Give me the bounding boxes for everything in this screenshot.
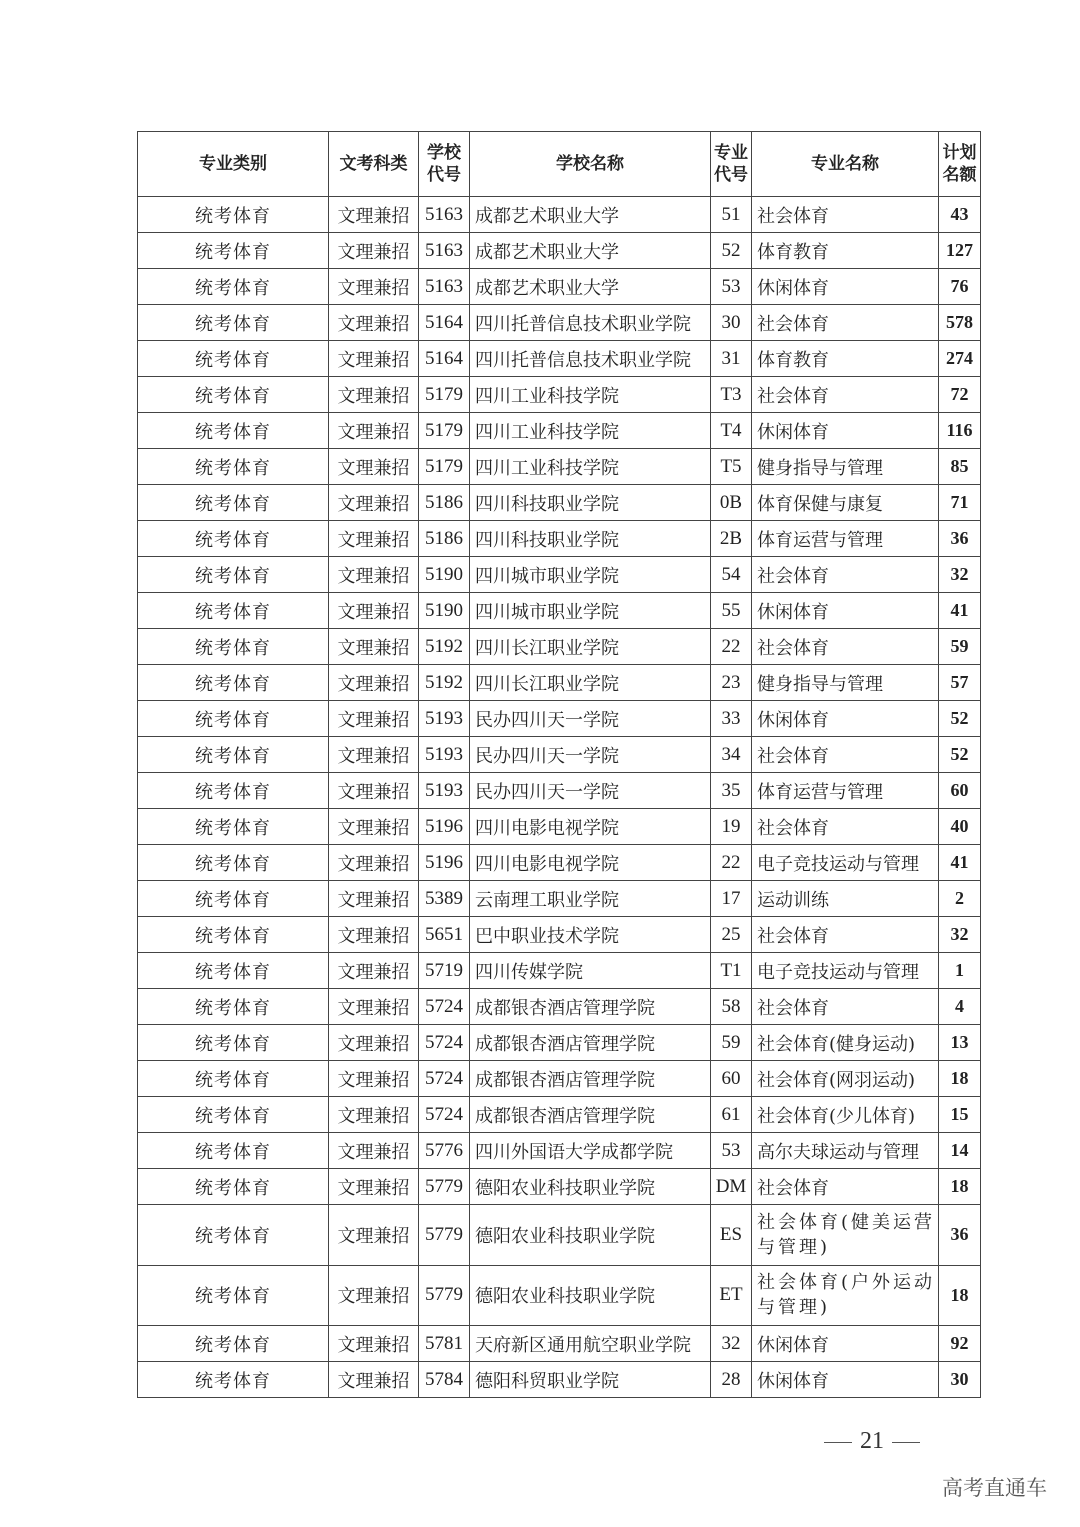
- cell-school-code: 5779: [419, 1205, 470, 1266]
- cell-quota: 36: [939, 1205, 981, 1266]
- cell-major-name: 运动训练: [752, 881, 939, 917]
- cell-school-name: 四川科技职业学院: [470, 521, 711, 557]
- table-row: [138, 233, 981, 269]
- cell-major-code: 19: [711, 809, 752, 845]
- cell-school-name: 四川长江职业学院: [470, 665, 711, 701]
- cell-exam-category: 文理兼招: [329, 521, 419, 557]
- cell-major-code: 28: [711, 1362, 752, 1398]
- cell-quota: 60: [939, 773, 981, 809]
- cell-major-category: 统考体育: [138, 1097, 329, 1133]
- cell-major-category: 统考体育: [138, 413, 329, 449]
- cell-exam-category: 文理兼招: [329, 701, 419, 737]
- cell-school-code: 5193: [419, 737, 470, 773]
- cell-school-name: 民办四川天一学院: [470, 701, 711, 737]
- cell-school-code: 5186: [419, 485, 470, 521]
- cell-quota: 41: [939, 845, 981, 881]
- cell-major-category: 统考体育: [138, 701, 329, 737]
- cell-major-name: 休闲体育: [752, 413, 939, 449]
- cell-school-code: 5724: [419, 1025, 470, 1061]
- cell-quota: 14: [939, 1133, 981, 1169]
- table-row: [138, 197, 981, 233]
- cell-exam-category: 文理兼招: [329, 665, 419, 701]
- table-row: [138, 1025, 981, 1061]
- cell-major-name: 社会体育(户外运动与管理): [752, 1265, 939, 1326]
- cell-school-code: 5719: [419, 953, 470, 989]
- cell-quota: 36: [939, 521, 981, 557]
- cell-school-code: 5781: [419, 1326, 470, 1362]
- cell-exam-category: 文理兼招: [329, 1265, 419, 1326]
- cell-school-name: 四川传媒学院: [470, 953, 711, 989]
- header-quota: [939, 132, 981, 197]
- table-row: [138, 1169, 981, 1205]
- cell-school-code: 5163: [419, 269, 470, 305]
- cell-exam-category: 文理兼招: [329, 1025, 419, 1061]
- cell-exam-category: 文理兼招: [329, 1362, 419, 1398]
- table-row: [138, 557, 981, 593]
- cell-school-code: 5389: [419, 881, 470, 917]
- cell-school-name: 成都银杏酒店管理学院: [470, 1061, 711, 1097]
- cell-major-name: 电子竞技运动与管理: [752, 845, 939, 881]
- cell-school-name: 四川城市职业学院: [470, 593, 711, 629]
- cell-school-code: 5186: [419, 521, 470, 557]
- cell-major-code: 54: [711, 557, 752, 593]
- cell-major-category: 统考体育: [138, 1169, 329, 1205]
- cell-major-category: 统考体育: [138, 953, 329, 989]
- cell-exam-category: 文理兼招: [329, 953, 419, 989]
- cell-major-category: 统考体育: [138, 773, 329, 809]
- cell-exam-category: 文理兼招: [329, 1097, 419, 1133]
- table-body: [138, 197, 981, 1398]
- cell-exam-category: 文理兼招: [329, 593, 419, 629]
- cell-major-category: 统考体育: [138, 305, 329, 341]
- cell-school-code: 5164: [419, 341, 470, 377]
- cell-major-code: 0B: [711, 485, 752, 521]
- cell-exam-category: 文理兼招: [329, 377, 419, 413]
- cell-exam-category: 文理兼招: [329, 989, 419, 1025]
- cell-quota: 59: [939, 629, 981, 665]
- cell-school-code: 5724: [419, 989, 470, 1025]
- cell-school-code: 5724: [419, 1061, 470, 1097]
- cell-school-code: 5193: [419, 773, 470, 809]
- page-number-text: 21: [860, 1428, 884, 1454]
- cell-major-category: 统考体育: [138, 485, 329, 521]
- cell-major-category: 统考体育: [138, 377, 329, 413]
- header-exam-category: 文考科类: [329, 132, 419, 197]
- cell-major-code: 30: [711, 305, 752, 341]
- cell-major-category: 统考体育: [138, 1265, 329, 1326]
- table-row: [138, 845, 981, 881]
- cell-school-name: 成都银杏酒店管理学院: [470, 1025, 711, 1061]
- cell-major-name: 社会体育: [752, 305, 939, 341]
- cell-quota: 32: [939, 557, 981, 593]
- cell-school-name: 四川外国语大学成都学院: [470, 1133, 711, 1169]
- cell-school-name: 四川电影电视学院: [470, 845, 711, 881]
- table-row: [138, 773, 981, 809]
- cell-major-name: 健身指导与管理: [752, 665, 939, 701]
- cell-quota: 4: [939, 989, 981, 1025]
- cell-major-category: 统考体育: [138, 989, 329, 1025]
- cell-major-category: 统考体育: [138, 809, 329, 845]
- cell-quota: 32: [939, 917, 981, 953]
- cell-major-name: 高尔夫球运动与管理: [752, 1133, 939, 1169]
- header-school-code-label: 学校代号: [427, 143, 461, 185]
- cell-quota: 15: [939, 1097, 981, 1133]
- cell-school-name: 德阳农业科技职业学院: [470, 1169, 711, 1205]
- table-header-row: [138, 132, 981, 197]
- cell-major-code: DM: [711, 1169, 752, 1205]
- cell-major-name: 体育运营与管理: [752, 773, 939, 809]
- cell-major-name: 休闲体育: [752, 593, 939, 629]
- cell-school-code: 5193: [419, 701, 470, 737]
- cell-major-code: ES: [711, 1205, 752, 1266]
- cell-school-code: 5179: [419, 413, 470, 449]
- cell-school-name: 德阳农业科技职业学院: [470, 1205, 711, 1266]
- header-major-name: 专业名称: [752, 132, 939, 197]
- cell-school-code: 5779: [419, 1169, 470, 1205]
- cell-major-category: 统考体育: [138, 629, 329, 665]
- cell-major-code: 23: [711, 665, 752, 701]
- cell-school-code: 5179: [419, 377, 470, 413]
- cell-school-name: 四川工业科技学院: [470, 413, 711, 449]
- cell-major-category: 统考体育: [138, 881, 329, 917]
- cell-exam-category: 文理兼招: [329, 1169, 419, 1205]
- cell-school-name: 四川电影电视学院: [470, 809, 711, 845]
- cell-major-code: 51: [711, 197, 752, 233]
- cell-major-category: 统考体育: [138, 521, 329, 557]
- cell-major-name: 社会体育: [752, 557, 939, 593]
- cell-school-code: 5724: [419, 1097, 470, 1133]
- cell-major-code: 53: [711, 269, 752, 305]
- cell-major-name: 社会体育: [752, 917, 939, 953]
- cell-quota: 18: [939, 1265, 981, 1326]
- table-row: [138, 665, 981, 701]
- cell-school-name: 四川科技职业学院: [470, 485, 711, 521]
- cell-major-code: 22: [711, 845, 752, 881]
- cell-school-code: 5779: [419, 1265, 470, 1326]
- header-quota-label: 计划名额: [942, 143, 977, 185]
- table-row: [138, 881, 981, 917]
- cell-school-name: 成都银杏酒店管理学院: [470, 1097, 711, 1133]
- cell-major-category: 统考体育: [138, 1133, 329, 1169]
- cell-exam-category: 文理兼招: [329, 413, 419, 449]
- cell-major-code: 61: [711, 1097, 752, 1133]
- cell-major-name: 休闲体育: [752, 1326, 939, 1362]
- cell-school-code: 5784: [419, 1362, 470, 1398]
- cell-school-code: 5196: [419, 845, 470, 881]
- cell-major-code: 35: [711, 773, 752, 809]
- cell-exam-category: 文理兼招: [329, 269, 419, 305]
- cell-major-code: 58: [711, 989, 752, 1025]
- cell-major-name: 休闲体育: [752, 701, 939, 737]
- cell-major-name: 社会体育: [752, 737, 939, 773]
- header-major-code-label: 专业代号: [714, 143, 748, 185]
- cell-school-name: 成都银杏酒店管理学院: [470, 989, 711, 1025]
- cell-exam-category: 文理兼招: [329, 233, 419, 269]
- cell-major-category: 统考体育: [138, 341, 329, 377]
- cell-school-name: 四川工业科技学院: [470, 377, 711, 413]
- cell-school-name: 四川长江职业学院: [470, 629, 711, 665]
- cell-quota: 43: [939, 197, 981, 233]
- cell-major-name: 社会体育(健身运动): [752, 1025, 939, 1061]
- cell-major-name: 健身指导与管理: [752, 449, 939, 485]
- cell-school-name: 民办四川天一学院: [470, 773, 711, 809]
- cell-exam-category: 文理兼招: [329, 1326, 419, 1362]
- cell-major-code: 53: [711, 1133, 752, 1169]
- cell-quota: 18: [939, 1169, 981, 1205]
- cell-major-code: 22: [711, 629, 752, 665]
- cell-exam-category: 文理兼招: [329, 809, 419, 845]
- cell-exam-category: 文理兼招: [329, 881, 419, 917]
- cell-major-name: 社会体育: [752, 989, 939, 1025]
- cell-school-name: 四川托普信息技术职业学院: [470, 305, 711, 341]
- table-row: [138, 809, 981, 845]
- cell-school-code: 5179: [419, 449, 470, 485]
- cell-school-code: 5163: [419, 233, 470, 269]
- cell-major-name: 社会体育: [752, 629, 939, 665]
- cell-quota: 72: [939, 377, 981, 413]
- cell-school-name: 德阳科贸职业学院: [470, 1362, 711, 1398]
- cell-school-code: 5651: [419, 917, 470, 953]
- cell-quota: 18: [939, 1061, 981, 1097]
- cell-exam-category: 文理兼招: [329, 449, 419, 485]
- cell-major-category: 统考体育: [138, 449, 329, 485]
- cell-major-name: 社会体育: [752, 377, 939, 413]
- cell-major-code: 25: [711, 917, 752, 953]
- cell-school-code: 5164: [419, 305, 470, 341]
- admission-plan-table: [137, 131, 981, 1398]
- table-row: [138, 1362, 981, 1398]
- cell-major-category: 统考体育: [138, 557, 329, 593]
- cell-major-category: 统考体育: [138, 1025, 329, 1061]
- cell-exam-category: 文理兼招: [329, 917, 419, 953]
- table-row: [138, 737, 981, 773]
- table-row: [138, 953, 981, 989]
- cell-major-code: 33: [711, 701, 752, 737]
- cell-major-code: T5: [711, 449, 752, 485]
- cell-major-name: 休闲体育: [752, 1362, 939, 1398]
- cell-quota: 1: [939, 953, 981, 989]
- cell-quota: 13: [939, 1025, 981, 1061]
- cell-quota: 127: [939, 233, 981, 269]
- cell-major-code: T1: [711, 953, 752, 989]
- cell-school-code: 5776: [419, 1133, 470, 1169]
- cell-major-category: 统考体育: [138, 845, 329, 881]
- cell-school-name: 四川城市职业学院: [470, 557, 711, 593]
- cell-school-code: 5192: [419, 629, 470, 665]
- table-row: [138, 449, 981, 485]
- cell-major-category: 统考体育: [138, 1205, 329, 1266]
- cell-school-code: 5190: [419, 557, 470, 593]
- header-major-code: [711, 132, 752, 197]
- cell-major-category: 统考体育: [138, 1061, 329, 1097]
- cell-school-name: 云南理工职业学院: [470, 881, 711, 917]
- cell-quota: 30: [939, 1362, 981, 1398]
- cell-major-name: 社会体育: [752, 1169, 939, 1205]
- cell-quota: 52: [939, 737, 981, 773]
- cell-quota: 578: [939, 305, 981, 341]
- cell-quota: 92: [939, 1326, 981, 1362]
- cell-exam-category: 文理兼招: [329, 197, 419, 233]
- table-row: [138, 269, 981, 305]
- table-row: [138, 1061, 981, 1097]
- page-number: [816, 1428, 928, 1455]
- table-row: [138, 593, 981, 629]
- cell-school-name: 成都艺术职业大学: [470, 197, 711, 233]
- table-row: [138, 377, 981, 413]
- cell-major-name: 社会体育(少儿体育): [752, 1097, 939, 1133]
- cell-school-code: 5163: [419, 197, 470, 233]
- cell-major-category: 统考体育: [138, 1362, 329, 1398]
- cell-major-category: 统考体育: [138, 1326, 329, 1362]
- cell-major-code: T3: [711, 377, 752, 413]
- table-row: [138, 1205, 981, 1266]
- table-row: [138, 701, 981, 737]
- cell-school-name: 四川托普信息技术职业学院: [470, 341, 711, 377]
- cell-exam-category: 文理兼招: [329, 305, 419, 341]
- cell-major-category: 统考体育: [138, 917, 329, 953]
- cell-exam-category: 文理兼招: [329, 737, 419, 773]
- cell-quota: 41: [939, 593, 981, 629]
- table-row: [138, 305, 981, 341]
- cell-quota: 274: [939, 341, 981, 377]
- cell-major-name: 社会体育(健美运营与管理): [752, 1205, 939, 1266]
- cell-major-code: ET: [711, 1265, 752, 1326]
- cell-exam-category: 文理兼招: [329, 341, 419, 377]
- cell-major-code: 32: [711, 1326, 752, 1362]
- cell-major-name: 体育教育: [752, 341, 939, 377]
- cell-major-name: 体育教育: [752, 233, 939, 269]
- table-row: [138, 341, 981, 377]
- cell-school-name: 成都艺术职业大学: [470, 233, 711, 269]
- cell-major-code: T4: [711, 413, 752, 449]
- cell-school-code: 5192: [419, 665, 470, 701]
- cell-school-code: 5190: [419, 593, 470, 629]
- cell-major-name: 社会体育: [752, 197, 939, 233]
- cell-quota: 116: [939, 413, 981, 449]
- cell-school-code: 5196: [419, 809, 470, 845]
- table-row: [138, 485, 981, 521]
- header-school-name: 学校名称: [470, 132, 711, 197]
- cell-quota: 85: [939, 449, 981, 485]
- cell-major-code: 2B: [711, 521, 752, 557]
- cell-school-name: 天府新区通用航空职业学院: [470, 1326, 711, 1362]
- table-row: [138, 917, 981, 953]
- cell-quota: 57: [939, 665, 981, 701]
- cell-major-name: 体育运营与管理: [752, 521, 939, 557]
- table-row: [138, 1097, 981, 1133]
- cell-exam-category: 文理兼招: [329, 1205, 419, 1266]
- cell-major-category: 统考体育: [138, 593, 329, 629]
- table-row: [138, 1265, 981, 1326]
- cell-quota: 52: [939, 701, 981, 737]
- cell-school-name: 巴中职业技术学院: [470, 917, 711, 953]
- cell-major-category: 统考体育: [138, 233, 329, 269]
- cell-major-code: 31: [711, 341, 752, 377]
- cell-school-name: 四川工业科技学院: [470, 449, 711, 485]
- cell-major-code: 60: [711, 1061, 752, 1097]
- cell-school-name: 民办四川天一学院: [470, 737, 711, 773]
- cell-major-name: 休闲体育: [752, 269, 939, 305]
- cell-exam-category: 文理兼招: [329, 485, 419, 521]
- cell-major-name: 体育保健与康复: [752, 485, 939, 521]
- cell-school-name: 成都艺术职业大学: [470, 269, 711, 305]
- cell-major-code: 17: [711, 881, 752, 917]
- cell-major-code: 52: [711, 233, 752, 269]
- table-row: [138, 521, 981, 557]
- watermark: 高考直通车: [942, 1476, 1047, 1500]
- cell-major-code: 34: [711, 737, 752, 773]
- table-row: [138, 1133, 981, 1169]
- cell-major-category: 统考体育: [138, 269, 329, 305]
- cell-quota: 2: [939, 881, 981, 917]
- cell-major-code: 59: [711, 1025, 752, 1061]
- cell-exam-category: 文理兼招: [329, 1133, 419, 1169]
- cell-major-category: 统考体育: [138, 665, 329, 701]
- table-row: [138, 629, 981, 665]
- cell-school-name: 德阳农业科技职业学院: [470, 1265, 711, 1326]
- cell-major-name: 电子竞技运动与管理: [752, 953, 939, 989]
- cell-exam-category: 文理兼招: [329, 773, 419, 809]
- cell-major-category: 统考体育: [138, 197, 329, 233]
- header-major-category: 专业类别: [138, 132, 329, 197]
- cell-exam-category: 文理兼招: [329, 1061, 419, 1097]
- cell-exam-category: 文理兼招: [329, 845, 419, 881]
- table-row: [138, 1326, 981, 1362]
- cell-quota: 40: [939, 809, 981, 845]
- header-school-code: [419, 132, 470, 197]
- cell-major-code: 55: [711, 593, 752, 629]
- cell-major-category: 统考体育: [138, 737, 329, 773]
- cell-major-name: 社会体育(网羽运动): [752, 1061, 939, 1097]
- cell-quota: 71: [939, 485, 981, 521]
- table-row: [138, 413, 981, 449]
- table-row: [138, 989, 981, 1025]
- cell-quota: 76: [939, 269, 981, 305]
- cell-major-name: 社会体育: [752, 809, 939, 845]
- cell-exam-category: 文理兼招: [329, 557, 419, 593]
- cell-exam-category: 文理兼招: [329, 629, 419, 665]
